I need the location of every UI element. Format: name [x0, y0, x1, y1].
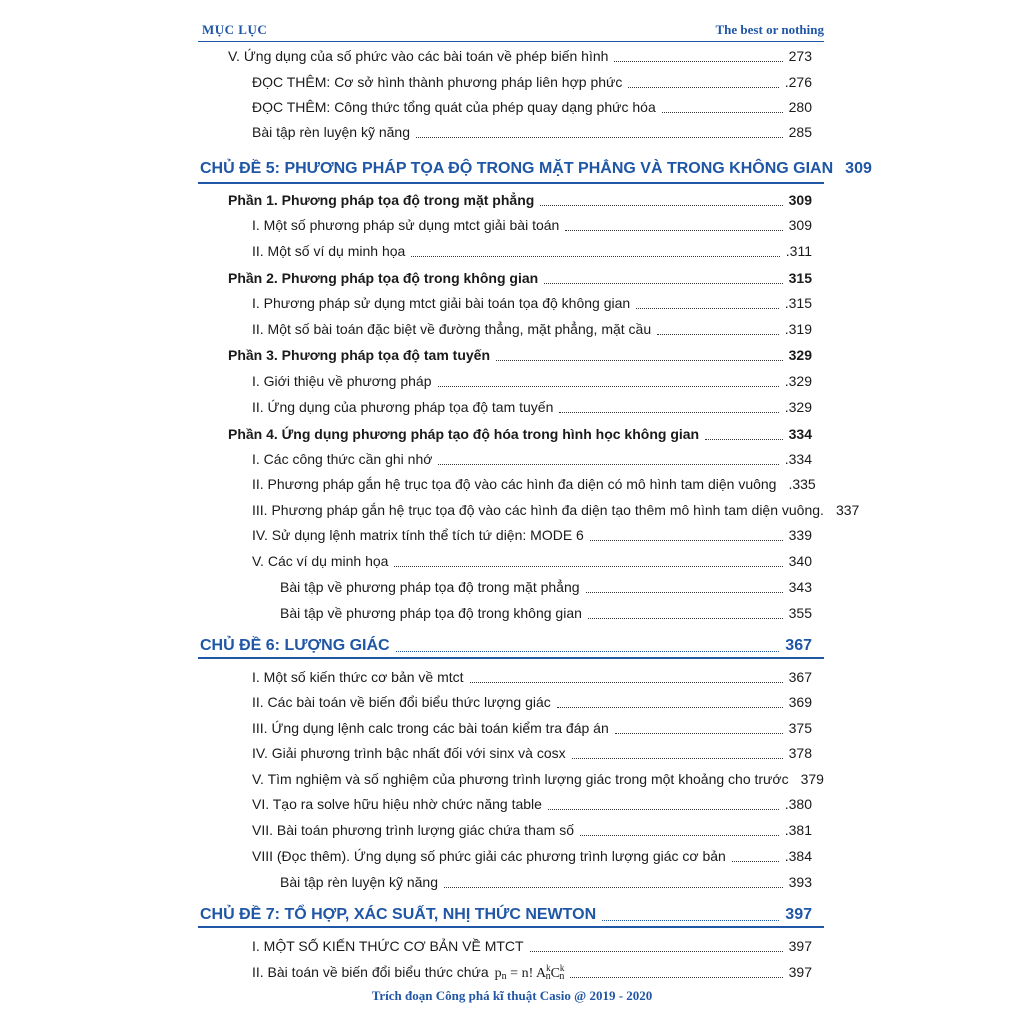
- toc-entry-page: .311: [785, 243, 812, 259]
- formula-c-sup: k: [559, 962, 565, 973]
- toc-entry[interactable]: [252, 665, 812, 689]
- toc-entry-page: 397: [788, 938, 812, 954]
- toc-entry-page: .276: [784, 74, 812, 90]
- toc-entry[interactable]: [252, 239, 812, 263]
- toc-entry-page: .319: [784, 321, 812, 337]
- toc-chapter-heading[interactable]: [200, 634, 812, 658]
- toc-leader-dots: [540, 205, 782, 206]
- toc-entry-page: 367: [788, 669, 812, 685]
- toc-entry[interactable]: [252, 960, 812, 984]
- toc-entry-page: 343: [788, 579, 812, 595]
- toc-leader-dots: [438, 464, 778, 465]
- toc-entry-title: Bài tập về phương pháp tọa độ trong mặt phẳng: [280, 579, 580, 595]
- toc-leader-dots: [572, 758, 783, 759]
- header-section-title: MỤC LỤC: [202, 22, 268, 37]
- toc-entry[interactable]: [252, 95, 812, 119]
- toc-leader-dots: [588, 618, 783, 619]
- toc-entry[interactable]: [252, 291, 812, 315]
- toc-leader-dots: [548, 809, 779, 810]
- toc-chapter-heading[interactable]: [200, 157, 872, 181]
- toc-part-heading[interactable]: [228, 343, 812, 367]
- toc-entry-title: I. Giới thiệu về phương pháp: [252, 373, 432, 389]
- toc-entry-title: ĐỌC THÊM: Công thức tổng quát của phép quay dạng phức hóa: [252, 99, 656, 115]
- chapter-divider: [198, 182, 824, 184]
- toc-entry-title: Bài tập rèn luyện kỹ năng: [280, 874, 438, 890]
- toc-entry-title: V. Ứng dụng của số phức vào các bài toán về phép biến hình: [228, 48, 609, 64]
- toc-entry-title: CHỦ ĐỀ 7: TỔ HỢP, XÁC SUẤT, NHỊ THỨC NEWTON: [200, 906, 597, 923]
- toc-entry[interactable]: [252, 716, 812, 740]
- toc-leader-dots: [705, 439, 783, 440]
- toc-entry[interactable]: [252, 213, 812, 237]
- toc-leader-dots: [530, 951, 783, 952]
- toc-entry[interactable]: [252, 741, 812, 765]
- toc-leader-dots: [470, 682, 783, 683]
- chapter-divider: [198, 657, 824, 659]
- toc-entry-title: Phần 2. Phương pháp tọa độ trong không gian: [228, 270, 539, 286]
- toc-entry[interactable]: [252, 120, 812, 144]
- toc-entry-page: 329: [788, 347, 812, 363]
- formula-c: C: [550, 965, 560, 981]
- toc-leader-dots: [394, 566, 782, 567]
- toc-entry-title: II. Bài toán về biến đổi biểu thức chứa: [252, 964, 489, 980]
- toc-entry-page: 367: [785, 637, 812, 654]
- toc-entry-title: IV. Sử dụng lệnh matrix tính thể tích tứ diện: MODE 6: [252, 527, 584, 543]
- toc-entry-page: 309: [788, 217, 812, 233]
- toc-entry-title: I. Một số kiến thức cơ bản về mtct: [252, 669, 464, 685]
- toc-leader-dots: [614, 61, 782, 62]
- toc-leader-dots: [657, 334, 779, 335]
- formula-c-sub: n: [559, 970, 565, 982]
- toc-entry-title: I. Các công thức cần ghi nhớ: [252, 451, 433, 467]
- toc-entry-title: IV. Giải phương trình bậc nhất đối với sinx và cosx: [252, 745, 566, 761]
- toc-leader-dots: [411, 256, 779, 257]
- math-formula: [495, 963, 565, 982]
- toc-entry[interactable]: [252, 549, 812, 573]
- toc-part-heading[interactable]: [228, 188, 812, 212]
- toc-entry[interactable]: [252, 844, 812, 868]
- toc-entry-page: 273: [788, 48, 812, 64]
- toc-entry-title: II. Phương pháp gắn hệ trục tọa độ vào các hình đa diện có mô hình tam diện vuông: [252, 476, 777, 492]
- toc-entry-page: .384: [784, 848, 812, 864]
- formula-a-sub: n: [545, 970, 551, 982]
- toc-leader-dots: [580, 835, 779, 836]
- toc-leader-dots: [416, 137, 783, 138]
- formula-eq: = n! A: [506, 965, 547, 981]
- toc-entry-page: 375: [788, 720, 812, 736]
- toc-entry-title: V. Các ví dụ minh họa: [252, 553, 389, 569]
- toc-entry-page: .380: [784, 796, 812, 812]
- toc-entry-title: Phần 4. Ứng dụng phương pháp tạo độ hóa trong hình học không gian: [228, 426, 700, 442]
- toc-entry-title: CHỦ ĐỀ 6: LƯỢNG GIÁC: [200, 637, 390, 654]
- toc-entry-page: 285: [788, 124, 812, 140]
- toc-entry-page: 280: [788, 99, 812, 115]
- toc-entry-title: VI. Tạo ra solve hữu hiệu nhờ chức năng table: [252, 796, 542, 812]
- toc-entry-title: ĐỌC THÊM: Cơ sở hình thành phương pháp liên hợp phức: [252, 74, 623, 90]
- toc-entry[interactable]: [252, 447, 812, 471]
- toc-leader-dots: [590, 540, 783, 541]
- toc-entry-page: .381: [784, 822, 812, 838]
- toc-entry-page: 337: [835, 502, 860, 518]
- toc-entry-page: 340: [788, 553, 812, 569]
- toc-leader-dots: [570, 977, 782, 978]
- toc-entry[interactable]: [252, 792, 812, 816]
- toc-entry-page: 334: [788, 426, 812, 442]
- toc-entry-page: .335: [788, 476, 816, 492]
- toc-leader-dots: [615, 733, 783, 734]
- toc-entry-title: Phần 1. Phương pháp tọa độ trong mặt phẳng: [228, 192, 535, 208]
- toc-leader-dots: [565, 230, 782, 231]
- toc-entry-title: III. Phương pháp gắn hệ trục tọa độ vào các hình đa diện tạo thêm mô hình tam diện vuông.: [252, 502, 824, 518]
- toc-leader-dots: [396, 651, 780, 652]
- header-divider: [198, 41, 824, 42]
- toc-entry[interactable]: [252, 523, 812, 547]
- toc-entry-page: 378: [788, 745, 812, 761]
- toc-entry-title: I. Một số phương pháp sử dụng mtct giải bài toán: [252, 217, 560, 233]
- toc-entry[interactable]: [252, 395, 812, 419]
- toc-entry-page: .329: [784, 373, 812, 389]
- header-slogan: The best or nothing: [715, 22, 824, 37]
- formula-p: p: [494, 965, 502, 981]
- toc-entry-title: VII. Bài toán phương trình lượng giác chứa tham số: [252, 822, 574, 838]
- toc-entry-page: 369: [788, 694, 812, 710]
- toc-entry-title: II. Các bài toán về biến đổi biểu thức lượng giác: [252, 694, 551, 710]
- toc-leader-dots: [557, 707, 783, 708]
- toc-entry-page: 309: [845, 160, 872, 177]
- toc-entry[interactable]: [252, 498, 860, 522]
- toc-entry-page: 339: [788, 527, 812, 543]
- toc-part-heading[interactable]: [228, 422, 812, 446]
- toc-entry[interactable]: [252, 70, 812, 94]
- toc-entry[interactable]: [228, 44, 812, 68]
- toc-entry-title: Phần 3. Phương pháp tọa độ tam tuyến: [228, 347, 490, 363]
- toc-entry-title: I. MỘT SỐ KIẾN THỨC CƠ BẢN VỀ MTCT: [252, 938, 524, 954]
- toc-leader-dots: [544, 283, 782, 284]
- toc-leader-dots: [662, 112, 783, 113]
- toc-leader-dots: [559, 412, 778, 413]
- toc-entry-title: Bài tập rèn luyện kỹ năng: [252, 124, 410, 140]
- toc-entry-title: I. Phương pháp sử dụng mtct giải bài toán tọa độ không gian: [252, 295, 631, 311]
- toc-entry[interactable]: [252, 369, 812, 393]
- toc-entry-page: 309: [788, 192, 812, 208]
- page-header: [198, 18, 824, 40]
- toc-entry-page: 397: [788, 964, 812, 980]
- toc-part-heading[interactable]: [228, 266, 812, 290]
- toc-entry[interactable]: [252, 767, 824, 791]
- toc-entry-title: III. Ứng dụng lệnh calc trong các bài toán kiểm tra đáp án: [252, 720, 609, 736]
- toc-leader-dots: [732, 861, 779, 862]
- toc-entry-title: II. Một số bài toán đặc biệt về đường thẳng, mặt phẳng, mặt cầu: [252, 321, 652, 337]
- toc-entry[interactable]: [252, 690, 812, 714]
- formula-a-sup: k: [546, 962, 551, 973]
- toc-leader-dots: [628, 87, 778, 88]
- toc-entry-page: 393: [788, 874, 812, 890]
- toc-leader-dots: [602, 920, 779, 921]
- toc-chapter-heading[interactable]: [200, 903, 812, 927]
- page-footer: Trích đoạn Công phá kĩ thuật Casio @ 2019 - 2020: [371, 988, 653, 1003]
- formula-p-sub: n: [501, 970, 507, 982]
- chapter-divider: [198, 926, 824, 928]
- toc-entry-title: II. Ứng dụng của phương pháp tọa độ tam tuyến: [252, 399, 554, 415]
- toc-entry[interactable]: [280, 601, 812, 625]
- toc-entry[interactable]: [280, 870, 812, 894]
- toc-leader-dots: [438, 386, 779, 387]
- toc-entry-page: 355: [788, 605, 812, 621]
- toc-leader-dots: [444, 887, 783, 888]
- toc-entry-page: .329: [784, 399, 812, 415]
- toc-entry-title: V. Tìm nghiệm và số nghiệm của phương trình lượng giác trong một khoảng cho trước: [252, 771, 789, 787]
- toc-entry-page: 397: [785, 906, 812, 923]
- toc-leader-dots: [496, 360, 783, 361]
- toc-entry[interactable]: [252, 818, 812, 842]
- toc-entry[interactable]: [252, 472, 816, 496]
- toc-leader-dots: [636, 308, 779, 309]
- toc-entry-title: Bài tập về phương pháp tọa độ trong không gian: [280, 605, 582, 621]
- toc-entry-title: II. Một số ví dụ minh họa: [252, 243, 406, 259]
- toc-entry[interactable]: [280, 575, 812, 599]
- toc-entry-page: .334: [784, 451, 812, 467]
- toc-entry-page: .315: [784, 295, 812, 311]
- toc-entry[interactable]: [252, 317, 812, 341]
- toc-entry-title: CHỦ ĐỀ 5: PHƯƠNG PHÁP TỌA ĐỘ TRONG MẶT PHẲNG VÀ TRONG KHÔNG GIAN: [200, 160, 834, 177]
- toc-entry-page: 379: [800, 771, 824, 787]
- toc-leader-dots: [586, 592, 783, 593]
- toc-entry[interactable]: [252, 934, 812, 958]
- toc-entry-title: VIII (Đọc thêm). Ứng dụng số phức giải các phương trình lượng giác cơ bản: [252, 848, 726, 864]
- toc-entry-page: 315: [788, 270, 812, 286]
